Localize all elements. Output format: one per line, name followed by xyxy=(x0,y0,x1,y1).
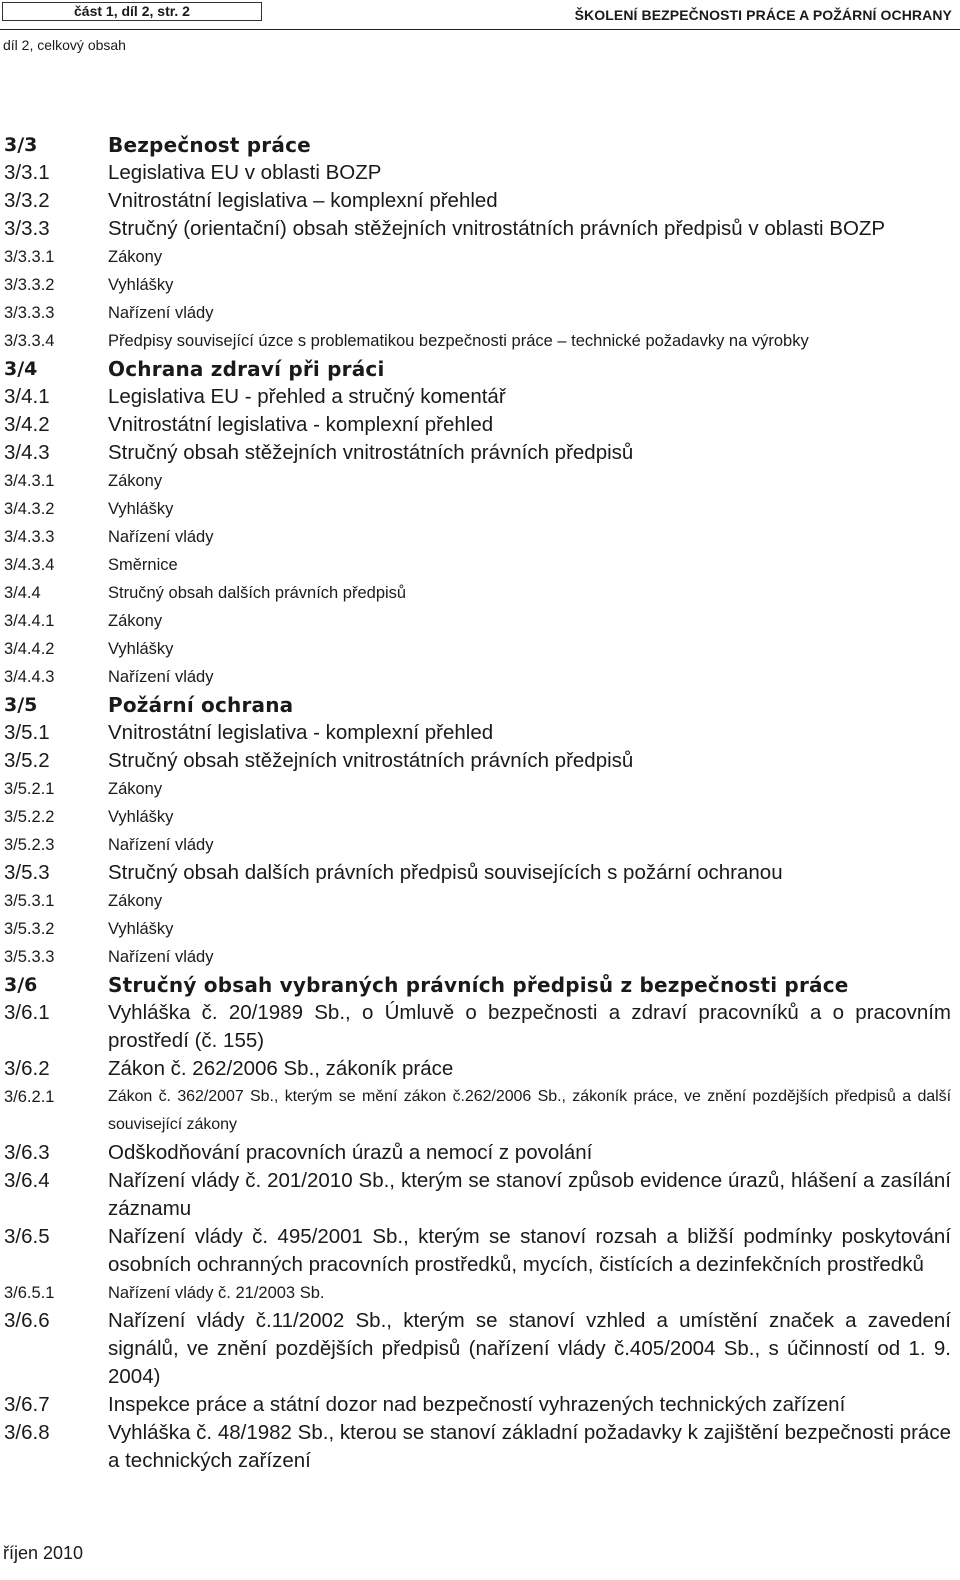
toc-title: Nařízení vlády xyxy=(108,948,214,966)
toc-number: 3/5.1 xyxy=(4,721,50,744)
toc-title: Vyhlášky xyxy=(108,500,174,518)
toc-title: Zákon č. 262/2006 Sb., zákoník práce xyxy=(108,1057,454,1080)
toc-entry[interactable] xyxy=(0,215,960,243)
toc-number: 3/5.3.3 xyxy=(4,948,55,966)
toc-entry[interactable] xyxy=(0,1223,960,1279)
toc-section-3-5[interactable] xyxy=(0,691,960,719)
toc-number: 3/6.1 xyxy=(4,1001,50,1024)
toc-subentry[interactable] xyxy=(0,243,960,271)
toc-subentry[interactable] xyxy=(0,1083,960,1139)
toc-title: Ochrana zdraví při práci xyxy=(108,357,385,381)
toc-subentry[interactable] xyxy=(0,635,960,663)
toc-title: Nařízení vlády č. 495/2001 Sb., kterým se stanoví rozsah a bližší podmínky poskytování osobních ochranných pracovních prostředků, mycích, čistících a dezinfekčních prostředků xyxy=(108,1225,951,1276)
toc-title: Zákony xyxy=(108,892,163,910)
toc-entry[interactable] xyxy=(0,1139,960,1167)
toc-number: 3/4.4.1 xyxy=(4,612,55,630)
toc-title: Směrnice xyxy=(108,556,178,574)
toc-entry[interactable] xyxy=(0,1055,960,1083)
toc-title: Předpisy související úzce s problematikou bezpečnosti práce – technické požadavky na výrobky xyxy=(108,332,809,350)
toc-number: 3/4.1 xyxy=(4,385,50,408)
toc-number: 3/5.3.1 xyxy=(4,892,55,910)
toc-title: Legislativa EU v oblasti BOZP xyxy=(108,161,382,184)
toc-number: 3/3.1 xyxy=(4,161,50,184)
toc-title: Vyhláška č. 48/1982 Sb., kterou se stanoví základní požadavky k zajištění bezpečnosti práce a technických zařízení xyxy=(108,1421,951,1472)
section-label: díl 2, celkový obsah xyxy=(3,37,126,53)
toc-number: 3/3 xyxy=(4,134,38,156)
toc-number: 3/5.2.3 xyxy=(4,836,55,854)
toc-subentry[interactable] xyxy=(0,271,960,299)
toc-number: 3/6.2 xyxy=(4,1057,50,1080)
toc-title: Stručný (orientační) obsah stěžejních vnitrostátních právních předpisů v oblasti BOZP xyxy=(108,217,886,240)
toc-subentry[interactable] xyxy=(0,327,960,355)
toc-number: 3/6.4 xyxy=(4,1169,50,1192)
toc-subentry[interactable] xyxy=(0,299,960,327)
toc-title: Zákony xyxy=(108,248,163,266)
toc-title: Zákony xyxy=(108,780,163,798)
toc-entry[interactable] xyxy=(0,1419,960,1475)
toc-number: 3/4.4.2 xyxy=(4,640,55,658)
toc-number: 3/4.4 xyxy=(4,584,41,602)
toc-title: Stručný obsah stěžejních vnitrostátních právních předpisů xyxy=(108,749,634,772)
toc-number: 3/4.4.3 xyxy=(4,668,55,686)
header-rule xyxy=(0,29,960,30)
toc-number: 3/3.3.1 xyxy=(4,248,55,266)
toc-subentry[interactable] xyxy=(0,495,960,523)
toc-subentry[interactable] xyxy=(0,551,960,579)
toc-number: 3/4.2 xyxy=(4,413,50,436)
toc-title: Nařízení vlády č.11/2002 Sb., kterým se stanoví vzhled a umístění značek a zavedení signálů, ve znění pozdějších předpisů (nařízení vlády č.405/2004 Sb., s účinností od 1. 9. 2004) xyxy=(108,1309,951,1388)
toc-section-3-3[interactable] xyxy=(0,131,960,159)
toc-entry[interactable] xyxy=(0,719,960,747)
toc-number: 3/6.7 xyxy=(4,1393,50,1416)
toc-number: 3/3.3 xyxy=(4,217,50,240)
toc-number: 3/5.2.2 xyxy=(4,808,55,826)
toc-subentry[interactable] xyxy=(0,775,960,803)
toc-title: Inspekce práce a státní dozor nad bezpečností vyhrazených technických zařízení xyxy=(108,1393,846,1416)
toc-title: Vyhlášky xyxy=(108,640,174,658)
toc-entry[interactable] xyxy=(0,411,960,439)
toc-number: 3/5.3 xyxy=(4,861,50,884)
toc-title: Požární ochrana xyxy=(108,693,294,717)
toc-entry[interactable] xyxy=(0,859,960,887)
toc-entry[interactable] xyxy=(0,187,960,215)
part-label-box xyxy=(2,2,262,21)
toc-entry[interactable] xyxy=(0,747,960,775)
toc-number: 3/5.3.2 xyxy=(4,920,55,938)
toc-title: Odškodňování pracovních úrazů a nemocí z povolání xyxy=(108,1141,593,1164)
toc-number: 3/4.3.1 xyxy=(4,472,55,490)
toc-section-3-6[interactable] xyxy=(0,971,960,999)
toc-title: Zákony xyxy=(108,612,163,630)
toc-title: Zákon č. 362/2007 Sb., kterým se mění zákon č.262/2006 Sb., zákoník práce, ve znění pozdějších předpisů a další související zákony xyxy=(108,1088,951,1133)
toc-number: 3/6.3 xyxy=(4,1141,50,1164)
toc-title: Vyhlášky xyxy=(108,276,174,294)
toc-number: 3/5.2 xyxy=(4,749,50,772)
toc-title: Stručný obsah stěžejních vnitrostátních právních předpisů xyxy=(108,441,634,464)
toc-subentry[interactable] xyxy=(0,831,960,859)
toc-number: 3/6 xyxy=(4,974,38,996)
toc-subentry[interactable] xyxy=(0,887,960,915)
toc-title: Vyhlášky xyxy=(108,808,174,826)
toc-entry[interactable] xyxy=(0,383,960,411)
toc-number: 3/4.3 xyxy=(4,441,50,464)
toc-title: Stručný obsah dalších právních předpisů xyxy=(108,584,407,602)
footer-date: říjen 2010 xyxy=(3,1543,84,1563)
toc-entry[interactable] xyxy=(0,1391,960,1419)
toc-title: Vyhlášky xyxy=(108,920,174,938)
toc-number: 3/5 xyxy=(4,694,38,716)
toc-title: Legislativa EU - přehled a stručný komentář xyxy=(108,385,506,408)
toc-number: 3/3.3.3 xyxy=(4,304,55,322)
toc-number: 3/3.3.4 xyxy=(4,332,55,350)
toc-subentry[interactable] xyxy=(0,607,960,635)
toc-title: Zákony xyxy=(108,472,163,490)
toc-subentry[interactable] xyxy=(0,1279,960,1307)
toc-number: 3/4.3.3 xyxy=(4,528,55,546)
table-of-contents xyxy=(0,131,960,1475)
publication-title: ŠKOLENÍ BEZPEČNOSTI PRÁCE A POŽÁRNÍ OCHRANY xyxy=(574,7,952,23)
toc-subentry[interactable] xyxy=(0,803,960,831)
toc-entry[interactable] xyxy=(0,999,960,1055)
toc-title: Vnitrostátní legislativa - komplexní přehled xyxy=(108,413,494,436)
toc-title: Nařízení vlády xyxy=(108,668,214,686)
toc-number: 3/5.2.1 xyxy=(4,780,55,798)
toc-title: Nařízení vlády xyxy=(108,836,214,854)
toc-title: Stručný obsah vybraných právních předpisů z bezpečnosti práce xyxy=(108,973,849,997)
toc-entry[interactable] xyxy=(0,1307,960,1391)
toc-number: 3/6.6 xyxy=(4,1309,50,1332)
toc-subentry[interactable] xyxy=(0,943,960,971)
toc-title: Nařízení vlády xyxy=(108,528,214,546)
toc-title: Nařízení vlády č. 201/2010 Sb., kterým se stanoví způsob evidence úrazů, hlášení a zasílání záznamu xyxy=(108,1169,951,1220)
toc-subentry[interactable] xyxy=(0,467,960,495)
toc-number: 3/3.3.2 xyxy=(4,276,55,294)
toc-section-3-4[interactable] xyxy=(0,355,960,383)
toc-title: Bezpečnost práce xyxy=(108,133,311,157)
toc-number: 3/6.5 xyxy=(4,1225,50,1248)
toc-entry[interactable] xyxy=(0,439,960,467)
toc-title: Stručný obsah dalších právních předpisů souvisejících s požární ochranou xyxy=(108,861,783,884)
toc-title: Vnitrostátní legislativa - komplexní přehled xyxy=(108,721,494,744)
toc-title: Nařízení vlády č. 21/2003 Sb. xyxy=(108,1284,325,1302)
toc-number: 3/4 xyxy=(4,358,38,380)
toc-title: Vyhláška č. 20/1989 Sb., o Úmluvě o bezpečnosti a zdraví pracovníků a o pracovním prostředí (č. 155) xyxy=(108,1001,951,1052)
toc-number: 3/6.2.1 xyxy=(4,1088,55,1106)
toc-number: 3/4.3.4 xyxy=(4,556,55,574)
toc-number: 3/6.5.1 xyxy=(4,1284,55,1302)
toc-number: 3/4.3.2 xyxy=(4,500,55,518)
toc-number: 3/3.2 xyxy=(4,189,50,212)
toc-subentry[interactable] xyxy=(0,579,960,607)
part-label: část 1, díl 2, str. 2 xyxy=(74,3,190,19)
toc-entry[interactable] xyxy=(0,159,960,187)
toc-subentry[interactable] xyxy=(0,915,960,943)
toc-number: 3/6.8 xyxy=(4,1421,50,1444)
toc-title: Nařízení vlády xyxy=(108,304,214,322)
toc-title: Vnitrostátní legislativa – komplexní přehled xyxy=(108,189,498,212)
toc-subentry[interactable] xyxy=(0,523,960,551)
toc-entry[interactable] xyxy=(0,1167,960,1223)
toc-subentry[interactable] xyxy=(0,663,960,691)
